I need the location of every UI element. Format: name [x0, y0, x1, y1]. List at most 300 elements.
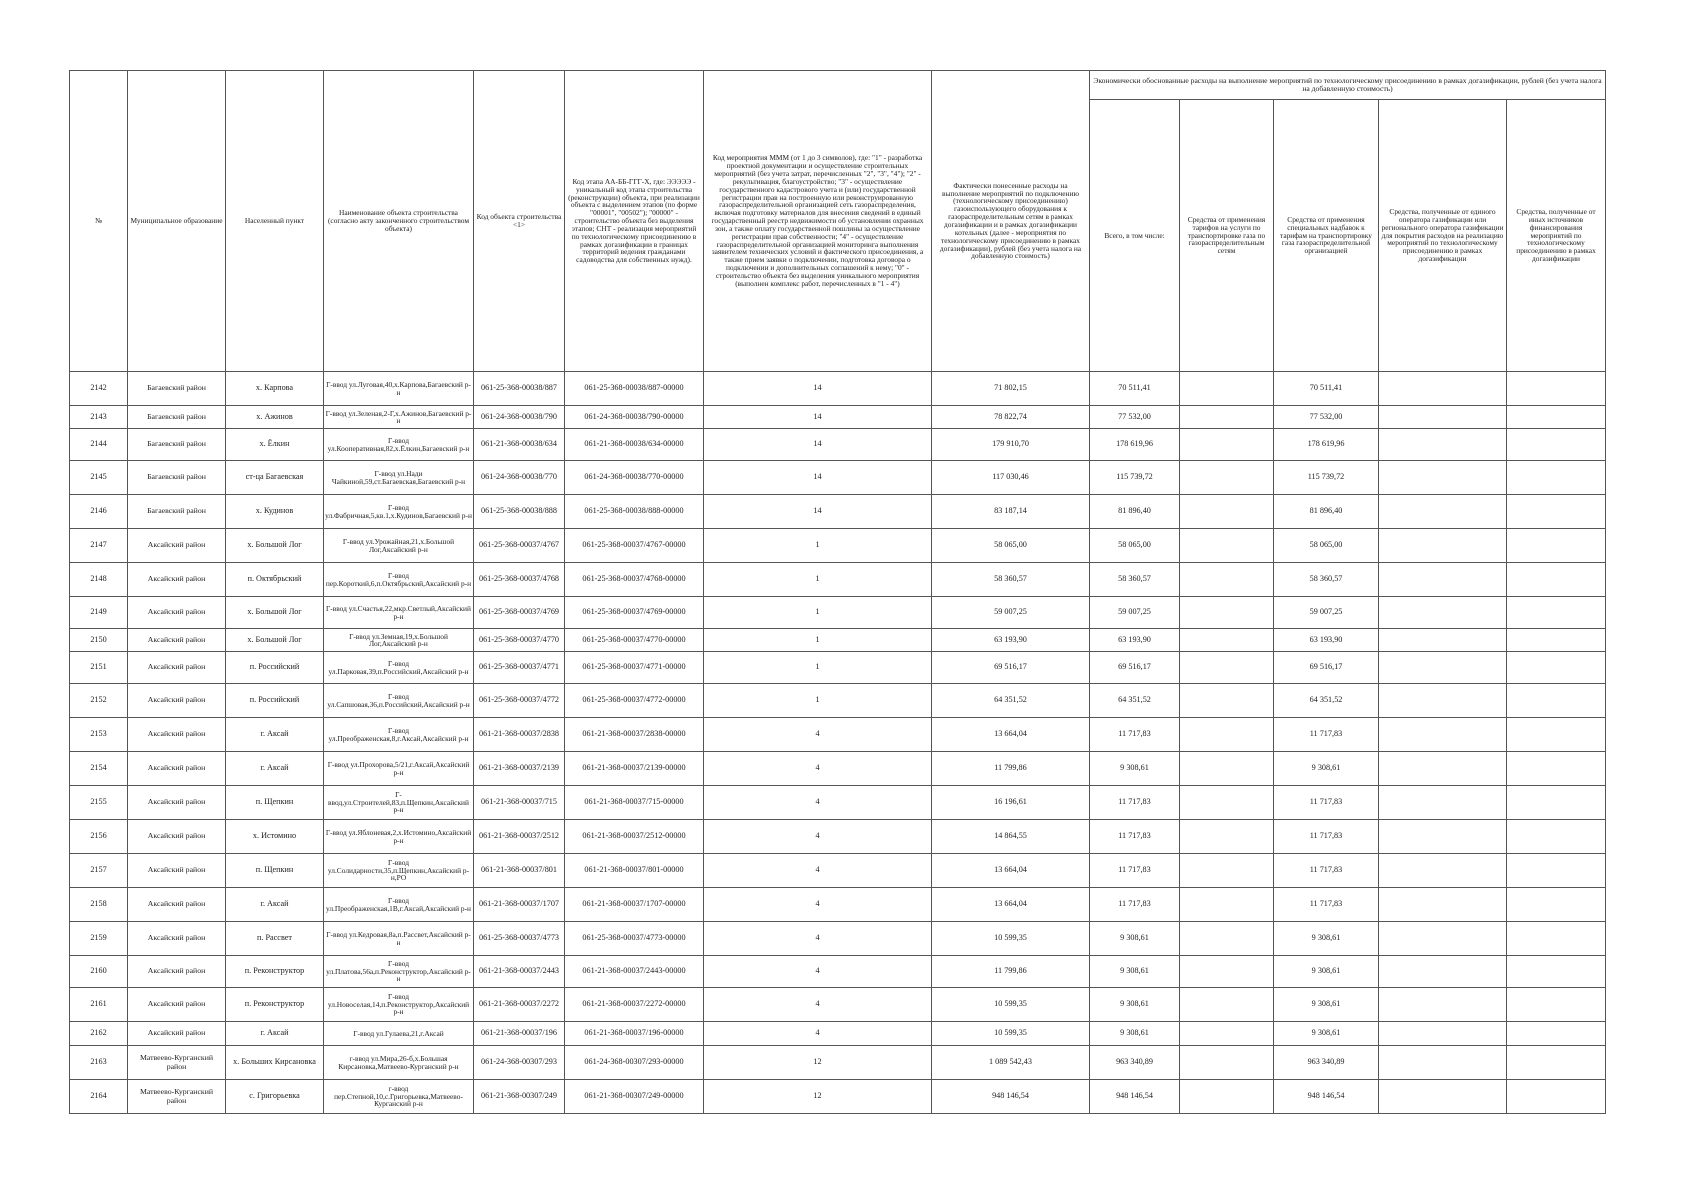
- row-stage-code: 061-21-368-00037/2512-00000: [565, 820, 704, 854]
- row-markups: 11 717,83: [1274, 786, 1379, 820]
- row-number: 2157: [70, 854, 128, 888]
- row-markups: 77 532,00: [1274, 406, 1379, 429]
- table-row: [70, 888, 1606, 922]
- row-object-name: Г-ввод ул.Кедровая,8а,п.Рассвет,Аксайский р-н: [324, 922, 474, 956]
- row-other-funds: [1507, 461, 1606, 495]
- header-stage-code: Код этапа АА-ББ-ГГГ-Х, где: ЭЭЭЭЭ - уникальный код этапа строительства (реконструкции) объекта, при реализации объекта с выделением этапов (по форме "00001", "00502"); "00000" - строительство объекта без выделения этапов; СНТ - реализация мероприятий по технологическому присоединению в рамках догазификации в границах территорий ведения гражданами садоводства для собственных нужд).: [565, 71, 704, 372]
- row-stage-code: 061-25-368-00037/4772-00000: [565, 684, 704, 718]
- row-settlement: п. Реконструктор: [226, 956, 324, 988]
- row-tariffs: [1180, 461, 1274, 495]
- row-markups: 11 717,83: [1274, 718, 1379, 752]
- row-other-funds: [1507, 956, 1606, 988]
- row-tariffs: [1180, 684, 1274, 718]
- row-municipality: Матвеево-Курганский район: [128, 1080, 226, 1114]
- row-operator-funds: [1379, 718, 1507, 752]
- table-row: [70, 988, 1606, 1022]
- row-number: 2149: [70, 597, 128, 629]
- row-actual-costs: 117 030,46: [932, 461, 1090, 495]
- header-no: №: [70, 71, 128, 372]
- row-settlement: г. Аксай: [226, 888, 324, 922]
- row-event-code: 14: [704, 406, 932, 429]
- row-total: 58 065,00: [1090, 529, 1180, 563]
- row-operator-funds: [1379, 888, 1507, 922]
- row-event-code: 12: [704, 1080, 932, 1114]
- row-actual-costs: 10 599,35: [932, 1022, 1090, 1046]
- row-event-code: 4: [704, 1022, 932, 1046]
- row-other-funds: [1507, 888, 1606, 922]
- header-object-code: Код объекта строительства <1>: [474, 71, 565, 372]
- row-other-funds: [1507, 854, 1606, 888]
- row-total: 58 360,57: [1090, 563, 1180, 597]
- table-row: [70, 563, 1606, 597]
- row-markups: 963 340,89: [1274, 1046, 1379, 1080]
- row-event-code: 4: [704, 718, 932, 752]
- row-stage-code: 061-25-368-00037/4768-00000: [565, 563, 704, 597]
- row-settlement: ст-ца Багаевская: [226, 461, 324, 495]
- row-total: 11 717,83: [1090, 854, 1180, 888]
- row-actual-costs: 63 193,90: [932, 629, 1090, 652]
- header-operator-funds: Средства, полученные от единого оператора газификации или регионального оператора газификации для покрытия расходов на реализацию мероприятий по технологическому присоединению в рамках догазификации: [1379, 100, 1507, 372]
- row-number: 2154: [70, 752, 128, 786]
- row-stage-code: 061-24-368-00038/790-00000: [565, 406, 704, 429]
- row-operator-funds: [1379, 922, 1507, 956]
- row-number: 2150: [70, 629, 128, 652]
- row-actual-costs: 69 516,17: [932, 652, 1090, 684]
- row-tariffs: [1180, 854, 1274, 888]
- row-municipality: Багаевский район: [128, 372, 226, 406]
- row-stage-code: 061-25-368-00038/888-00000: [565, 495, 704, 529]
- row-stage-code: 061-24-368-00307/293-00000: [565, 1046, 704, 1080]
- row-object-code: 061-25-368-00037/4771: [474, 652, 565, 684]
- row-total: 948 146,54: [1090, 1080, 1180, 1114]
- row-object-name: Г-ввод ул.Яблоневая,2,х.Истомино,Аксайский р-н: [324, 820, 474, 854]
- row-object-code: 061-21-368-00037/2838: [474, 718, 565, 752]
- row-settlement: г. Аксай: [226, 718, 324, 752]
- row-other-funds: [1507, 406, 1606, 429]
- row-tariffs: [1180, 652, 1274, 684]
- row-total: 9 308,61: [1090, 988, 1180, 1022]
- row-actual-costs: 13 664,04: [932, 854, 1090, 888]
- row-markups: 948 146,54: [1274, 1080, 1379, 1114]
- row-actual-costs: 83 187,14: [932, 495, 1090, 529]
- table-row: [70, 1022, 1606, 1046]
- row-number: 2152: [70, 684, 128, 718]
- row-municipality: Багаевский район: [128, 495, 226, 529]
- row-number: 2161: [70, 988, 128, 1022]
- row-number: 2151: [70, 652, 128, 684]
- row-other-funds: [1507, 820, 1606, 854]
- row-operator-funds: [1379, 406, 1507, 429]
- row-number: 2142: [70, 372, 128, 406]
- table-row: [70, 922, 1606, 956]
- row-number: 2156: [70, 820, 128, 854]
- row-total: 9 308,61: [1090, 922, 1180, 956]
- row-settlement: х. Больших Кирсановка: [226, 1046, 324, 1080]
- row-stage-code: 061-21-368-00038/634-00000: [565, 429, 704, 461]
- table-body: [70, 372, 1606, 1114]
- row-total: 11 717,83: [1090, 820, 1180, 854]
- row-stage-code: 061-25-368-00037/4773-00000: [565, 922, 704, 956]
- row-municipality: Матвеево-Курганский район: [128, 1046, 226, 1080]
- table-row: [70, 529, 1606, 563]
- row-total: 11 717,83: [1090, 786, 1180, 820]
- row-markups: 9 308,61: [1274, 956, 1379, 988]
- row-tariffs: [1180, 956, 1274, 988]
- row-event-code: 1: [704, 652, 932, 684]
- table-row: [70, 461, 1606, 495]
- row-stage-code: 061-25-368-00037/4767-00000: [565, 529, 704, 563]
- table-row: [70, 684, 1606, 718]
- row-operator-funds: [1379, 372, 1507, 406]
- row-operator-funds: [1379, 429, 1507, 461]
- row-number: 2164: [70, 1080, 128, 1114]
- row-object-code: 061-21-368-00037/801: [474, 854, 565, 888]
- row-settlement: п. Российский: [226, 684, 324, 718]
- row-stage-code: 061-25-368-00037/4771-00000: [565, 652, 704, 684]
- row-operator-funds: [1379, 652, 1507, 684]
- row-actual-costs: 10 599,35: [932, 922, 1090, 956]
- row-other-funds: [1507, 752, 1606, 786]
- row-municipality: Аксайский район: [128, 718, 226, 752]
- row-total: 69 516,17: [1090, 652, 1180, 684]
- row-tariffs: [1180, 597, 1274, 629]
- row-event-code: 4: [704, 752, 932, 786]
- row-markups: 69 516,17: [1274, 652, 1379, 684]
- table-header: [70, 71, 1606, 372]
- row-object-code: 061-21-368-00037/2443: [474, 956, 565, 988]
- row-object-name: Г-ввод ул.Нади Чайкиной,59,ст.Багаевская,Багаевский р-н: [324, 461, 474, 495]
- row-settlement: п. Рассвет: [226, 922, 324, 956]
- row-event-code: 14: [704, 429, 932, 461]
- row-operator-funds: [1379, 597, 1507, 629]
- row-object-name: Г-ввод ул.Парковая,39,п.Российский,Аксайский р-н: [324, 652, 474, 684]
- row-object-code: 061-25-368-00037/4772: [474, 684, 565, 718]
- row-event-code: 1: [704, 684, 932, 718]
- row-event-code: 4: [704, 854, 932, 888]
- row-settlement: х. Кудинов: [226, 495, 324, 529]
- row-stage-code: 061-25-368-00037/4770-00000: [565, 629, 704, 652]
- row-tariffs: [1180, 429, 1274, 461]
- row-event-code: 4: [704, 888, 932, 922]
- row-actual-costs: 59 007,25: [932, 597, 1090, 629]
- table-row: [70, 495, 1606, 529]
- row-number: 2153: [70, 718, 128, 752]
- row-object-code: 061-21-368-00037/2272: [474, 988, 565, 1022]
- row-object-code: 061-25-368-00037/4767: [474, 529, 565, 563]
- row-number: 2159: [70, 922, 128, 956]
- row-tariffs: [1180, 820, 1274, 854]
- row-operator-funds: [1379, 495, 1507, 529]
- row-other-funds: [1507, 495, 1606, 529]
- table-row: [70, 429, 1606, 461]
- row-object-code: 061-24-368-00038/770: [474, 461, 565, 495]
- row-tariffs: [1180, 495, 1274, 529]
- row-operator-funds: [1379, 461, 1507, 495]
- row-total: 115 739,72: [1090, 461, 1180, 495]
- row-object-code: 061-25-368-00038/888: [474, 495, 565, 529]
- row-operator-funds: [1379, 629, 1507, 652]
- row-object-name: Г-ввод ул.Кооперативная,82,х.Ёлкин,Багаевский р-н: [324, 429, 474, 461]
- row-other-funds: [1507, 988, 1606, 1022]
- row-object-name: Г-ввод пер.Короткий,6,п.Октябрьский,Аксайский р-н: [324, 563, 474, 597]
- row-total: 11 717,83: [1090, 888, 1180, 922]
- row-municipality: Багаевский район: [128, 406, 226, 429]
- header-actual-costs: Фактически понесенные расходы на выполнение мероприятий по подключению (технологическому присоединению) газоиспользующего оборудования к газораспределительным сетям в рамках догазификации и в рамках догазификации котельных (далее - мероприятия по технологическому присоединению в рамках догазификации), рублей (без учета налога на добавленную стоимость): [932, 71, 1090, 372]
- row-other-funds: [1507, 1080, 1606, 1114]
- row-settlement: х. Большой Лог: [226, 529, 324, 563]
- row-object-name: Г-ввод ул.Зеленая,2-Г,х.Ажинов,Багаевский р-н: [324, 406, 474, 429]
- row-total: 11 717,83: [1090, 718, 1180, 752]
- row-settlement: х. Карпова: [226, 372, 324, 406]
- row-markups: 58 360,57: [1274, 563, 1379, 597]
- row-markups: 59 007,25: [1274, 597, 1379, 629]
- row-event-code: 1: [704, 629, 932, 652]
- row-event-code: 4: [704, 988, 932, 1022]
- row-total: 963 340,89: [1090, 1046, 1180, 1080]
- row-object-code: 061-21-368-00037/2139: [474, 752, 565, 786]
- row-object-name: Г-ввод ул.Преображенская,1В,г.Аксай,Аксайский р-н: [324, 888, 474, 922]
- row-number: 2147: [70, 529, 128, 563]
- row-event-code: 4: [704, 922, 932, 956]
- row-municipality: Аксайский район: [128, 629, 226, 652]
- table-row: [70, 406, 1606, 429]
- row-actual-costs: 10 599,35: [932, 988, 1090, 1022]
- table-row: [70, 1046, 1606, 1080]
- row-settlement: с. Григорьевка: [226, 1080, 324, 1114]
- row-actual-costs: 78 822,74: [932, 406, 1090, 429]
- row-markups: 9 308,61: [1274, 752, 1379, 786]
- row-settlement: г. Аксай: [226, 752, 324, 786]
- row-object-name: Г-ввод ул.Преображенская,8,г.Аксай,Аксайский р-н: [324, 718, 474, 752]
- row-other-funds: [1507, 652, 1606, 684]
- row-tariffs: [1180, 752, 1274, 786]
- row-object-name: Г-ввод ул.Солидарности,35,п.Щепкин,Аксайский р-н,РО: [324, 854, 474, 888]
- row-object-name: Г-ввод ул.Счастья,22,мкр.Светлый,Аксайский р-н: [324, 597, 474, 629]
- row-markups: 81 896,40: [1274, 495, 1379, 529]
- row-stage-code: 061-21-368-00037/2139-00000: [565, 752, 704, 786]
- row-number: 2155: [70, 786, 128, 820]
- row-markups: 58 065,00: [1274, 529, 1379, 563]
- row-tariffs: [1180, 372, 1274, 406]
- row-object-code: 061-21-368-00038/634: [474, 429, 565, 461]
- row-operator-funds: [1379, 854, 1507, 888]
- row-actual-costs: 13 664,04: [932, 888, 1090, 922]
- row-tariffs: [1180, 529, 1274, 563]
- row-object-code: 061-21-368-00037/715: [474, 786, 565, 820]
- row-municipality: Аксайский район: [128, 752, 226, 786]
- table-row: [70, 629, 1606, 652]
- row-stage-code: 061-25-368-00037/4769-00000: [565, 597, 704, 629]
- row-object-name: Г-ввод ул.Прохорова,5/21,г.Аксай,Аксайский р-н: [324, 752, 474, 786]
- row-actual-costs: 13 664,04: [932, 718, 1090, 752]
- row-operator-funds: [1379, 1022, 1507, 1046]
- row-tariffs: [1180, 406, 1274, 429]
- row-object-code: 061-21-368-00307/249: [474, 1080, 565, 1114]
- row-tariffs: [1180, 718, 1274, 752]
- row-actual-costs: 948 146,54: [932, 1080, 1090, 1114]
- row-stage-code: 061-21-368-00037/715-00000: [565, 786, 704, 820]
- row-total: 63 193,90: [1090, 629, 1180, 652]
- row-number: 2145: [70, 461, 128, 495]
- row-event-code: 12: [704, 1046, 932, 1080]
- row-other-funds: [1507, 1046, 1606, 1080]
- row-other-funds: [1507, 372, 1606, 406]
- header-municipality: Муниципальное образование: [128, 71, 226, 372]
- table-row: [70, 820, 1606, 854]
- row-actual-costs: 14 864,55: [932, 820, 1090, 854]
- row-object-name: г-ввод пер.Степной,10,с.Григорьевка,Матвеево-Курганский р-н: [324, 1080, 474, 1114]
- row-settlement: п. Щепкин: [226, 854, 324, 888]
- row-settlement: х. Ажинов: [226, 406, 324, 429]
- row-event-code: 14: [704, 372, 932, 406]
- row-object-name: г-ввод ул.Мира,26-б,х.Большая Кирсановка,Матвеево-Курганский р-н: [324, 1046, 474, 1080]
- row-operator-funds: [1379, 820, 1507, 854]
- row-other-funds: [1507, 718, 1606, 752]
- row-tariffs: [1180, 563, 1274, 597]
- row-number: 2162: [70, 1022, 128, 1046]
- row-municipality: Аксайский район: [128, 597, 226, 629]
- row-actual-costs: 1 089 542,43: [932, 1046, 1090, 1080]
- table-row: [70, 1080, 1606, 1114]
- row-other-funds: [1507, 684, 1606, 718]
- row-event-code: 1: [704, 529, 932, 563]
- table-row: [70, 652, 1606, 684]
- row-settlement: п. Щепкин: [226, 786, 324, 820]
- row-object-code: 061-21-368-00037/196: [474, 1022, 565, 1046]
- row-tariffs: [1180, 1080, 1274, 1114]
- row-stage-code: 061-21-368-00037/2443-00000: [565, 956, 704, 988]
- row-object-code: 061-25-368-00037/4770: [474, 629, 565, 652]
- row-operator-funds: [1379, 988, 1507, 1022]
- row-settlement: х. Ёлкин: [226, 429, 324, 461]
- row-municipality: Аксайский район: [128, 786, 226, 820]
- header-other-funds: Средства, полученные от иных источников финансирования мероприятий по технологическому присоединению в рамках догазификации: [1507, 100, 1606, 372]
- row-object-name: Г-ввод ул.Гулаева,21,г.Аксай: [324, 1022, 474, 1046]
- row-object-code: 061-24-368-00307/293: [474, 1046, 565, 1080]
- row-number: 2148: [70, 563, 128, 597]
- table-row: [70, 854, 1606, 888]
- table-row: [70, 718, 1606, 752]
- table-row: [70, 956, 1606, 988]
- header-settlement: Населенный пункт: [226, 71, 324, 372]
- row-object-code: 061-25-368-00037/4768: [474, 563, 565, 597]
- table-row: [70, 597, 1606, 629]
- header-markups: Средства от применения специальных надбавок к тарифам на транспортировку газа газораспределительной организацией: [1274, 100, 1379, 372]
- row-municipality: Аксайский район: [128, 529, 226, 563]
- row-object-code: 061-21-368-00037/1707: [474, 888, 565, 922]
- row-object-name: Г-ввод ул.Земная,19,х.Большой Лог,Аксайский р-н: [324, 629, 474, 652]
- row-actual-costs: 11 799,86: [932, 956, 1090, 988]
- row-settlement: п. Российский: [226, 652, 324, 684]
- row-total: 9 308,61: [1090, 956, 1180, 988]
- header-tariffs: Средства от применения тарифов на услуги по транспортировке газа по газораспределительным сетям: [1180, 100, 1274, 372]
- row-operator-funds: [1379, 563, 1507, 597]
- row-markups: 11 717,83: [1274, 854, 1379, 888]
- row-stage-code: 061-24-368-00038/770-00000: [565, 461, 704, 495]
- row-actual-costs: 58 065,00: [932, 529, 1090, 563]
- row-total: 59 007,25: [1090, 597, 1180, 629]
- row-total: 9 308,61: [1090, 752, 1180, 786]
- row-municipality: Аксайский район: [128, 854, 226, 888]
- row-number: 2163: [70, 1046, 128, 1080]
- row-tariffs: [1180, 786, 1274, 820]
- row-tariffs: [1180, 922, 1274, 956]
- row-operator-funds: [1379, 529, 1507, 563]
- row-municipality: Багаевский район: [128, 429, 226, 461]
- row-event-code: 4: [704, 786, 932, 820]
- row-other-funds: [1507, 922, 1606, 956]
- row-total: 77 532,00: [1090, 406, 1180, 429]
- row-number: 2158: [70, 888, 128, 922]
- row-other-funds: [1507, 786, 1606, 820]
- row-total: 70 511,41: [1090, 372, 1180, 406]
- row-settlement: х. Истомино: [226, 820, 324, 854]
- row-municipality: Аксайский район: [128, 888, 226, 922]
- table-row: [70, 372, 1606, 406]
- row-number: 2160: [70, 956, 128, 988]
- row-operator-funds: [1379, 1080, 1507, 1114]
- row-object-name: Г-ввод ул.Новоселая,14,п.Реконструктор,Аксайский р-н: [324, 988, 474, 1022]
- row-municipality: Аксайский район: [128, 956, 226, 988]
- row-stage-code: 061-21-368-00037/2272-00000: [565, 988, 704, 1022]
- row-tariffs: [1180, 988, 1274, 1022]
- row-object-name: Г-ввод ул.Фабричная,5,кв.1,х.Кудинов,Багаевский р-н: [324, 495, 474, 529]
- row-object-code: 061-25-368-00038/887: [474, 372, 565, 406]
- row-object-name: Г-ввод ул.Сапшовая,36,п.Российский,Аксайский р-н: [324, 684, 474, 718]
- row-actual-costs: 179 910,70: [932, 429, 1090, 461]
- row-number: 2143: [70, 406, 128, 429]
- row-object-code: 061-25-368-00037/4773: [474, 922, 565, 956]
- row-markups: 178 619,96: [1274, 429, 1379, 461]
- row-markups: 9 308,61: [1274, 988, 1379, 1022]
- row-operator-funds: [1379, 1046, 1507, 1080]
- row-markups: 115 739,72: [1274, 461, 1379, 495]
- row-stage-code: 061-21-368-00037/2838-00000: [565, 718, 704, 752]
- row-event-code: 4: [704, 820, 932, 854]
- row-settlement: п. Реконструктор: [226, 988, 324, 1022]
- row-event-code: 1: [704, 563, 932, 597]
- row-operator-funds: [1379, 786, 1507, 820]
- row-municipality: Аксайский район: [128, 1022, 226, 1046]
- row-municipality: Аксайский район: [128, 922, 226, 956]
- row-total: 9 308,61: [1090, 1022, 1180, 1046]
- row-stage-code: 061-21-368-00037/801-00000: [565, 854, 704, 888]
- row-actual-costs: 11 799,86: [932, 752, 1090, 786]
- row-other-funds: [1507, 529, 1606, 563]
- row-municipality: Аксайский район: [128, 988, 226, 1022]
- row-object-name: Г-ввод,ул.Строителей,83,п.Щепкин,Аксайский р-н: [324, 786, 474, 820]
- row-other-funds: [1507, 1022, 1606, 1046]
- row-municipality: Аксайский район: [128, 563, 226, 597]
- row-event-code: 14: [704, 461, 932, 495]
- row-stage-code: 061-21-368-00037/1707-00000: [565, 888, 704, 922]
- row-markups: 63 193,90: [1274, 629, 1379, 652]
- row-settlement: п. Октябрьский: [226, 563, 324, 597]
- row-tariffs: [1180, 1046, 1274, 1080]
- row-markups: 11 717,83: [1274, 888, 1379, 922]
- row-operator-funds: [1379, 684, 1507, 718]
- row-municipality: Аксайский район: [128, 652, 226, 684]
- header-total: Всего, в том числе:: [1090, 100, 1180, 372]
- row-settlement: х. Большой Лог: [226, 629, 324, 652]
- row-settlement: х. Большой Лог: [226, 597, 324, 629]
- row-municipality: Аксайский район: [128, 684, 226, 718]
- row-settlement: г. Аксай: [226, 1022, 324, 1046]
- header-object-name: Наименование объекта строительства (согласно акту законченного строительством объекта): [324, 71, 474, 372]
- row-actual-costs: 71 802,15: [932, 372, 1090, 406]
- row-total: 64 351,52: [1090, 684, 1180, 718]
- row-object-name: Г-ввод ул.Платова,56а,п.Реконструктор,Аксайский р-н: [324, 956, 474, 988]
